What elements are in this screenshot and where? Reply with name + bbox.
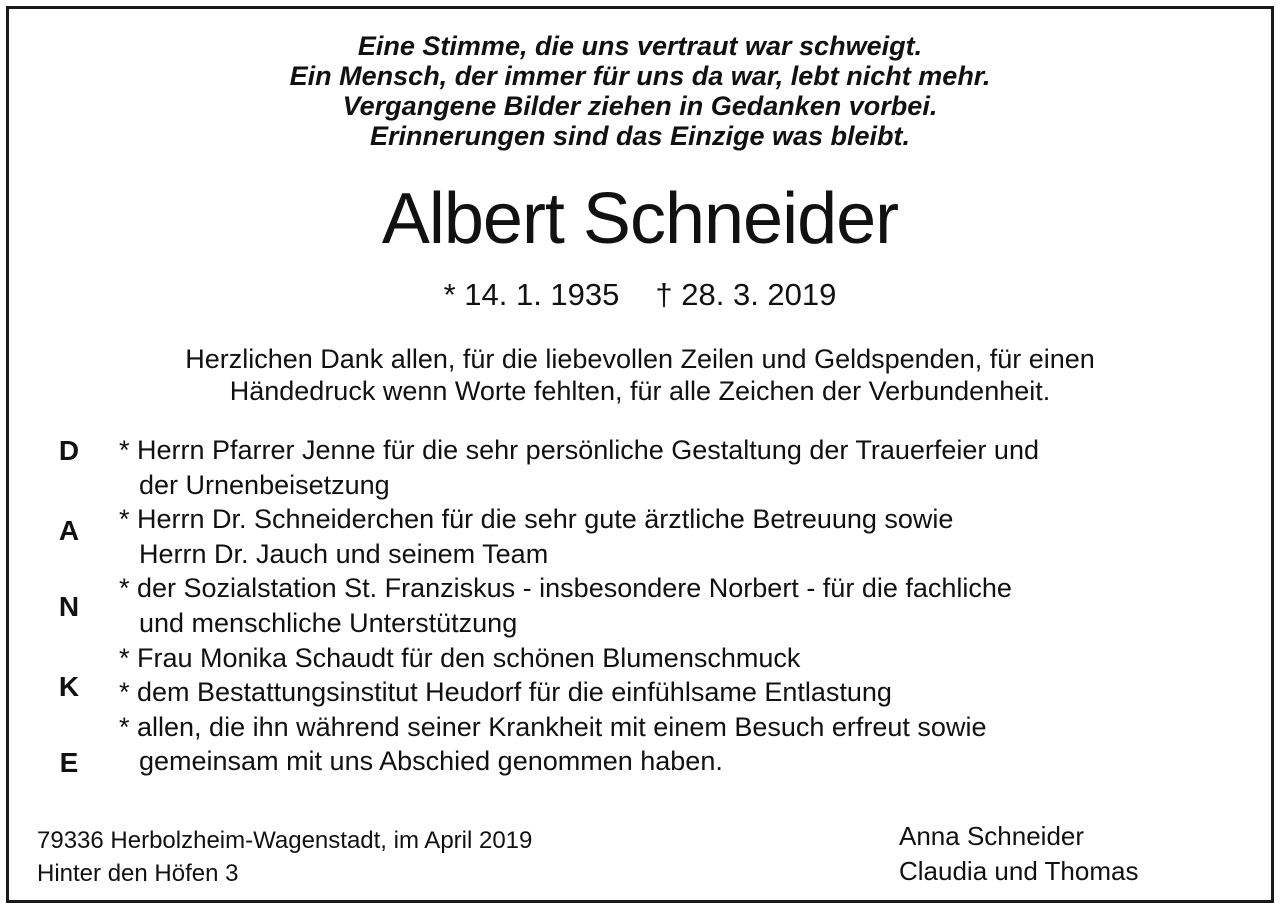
danke-letter: A xyxy=(58,515,80,546)
poem-line: Erinnerungen sind das Einzige was bleibt. xyxy=(369,121,911,151)
list-item: * Frau Monika Schaudt für den schönen Blumenschmuck xyxy=(119,642,801,673)
danke-letter: K xyxy=(58,671,80,702)
life-dates xyxy=(9,275,1271,315)
list-item-continuation: der Urnenbeisetzung xyxy=(139,469,390,500)
thanks-line: Händedruck wenn Worte fehlten, für alle Zeichen der Verbundenheit. xyxy=(229,376,1051,406)
death-date: † 28. 3. 2019 xyxy=(655,277,837,312)
list-item-continuation: Herrn Dr. Jauch und seinem Team xyxy=(139,538,549,569)
obituary-notice xyxy=(6,6,1274,903)
signature-line: Claudia und Thomas xyxy=(899,856,1139,886)
danke-letter: E xyxy=(59,747,79,778)
list-item: * Herrn Dr. Schneiderchen für die sehr gute ärztliche Betreuung sowie xyxy=(119,504,954,535)
list-item: * dem Bestattungsinstitut Heudorf für die einfühlsame Entlastung xyxy=(119,677,892,708)
list-item: * Herrn Pfarrer Jenne für die sehr persönliche Gestaltung der Trauerfeier und xyxy=(119,435,1039,465)
thanks-paragraph xyxy=(9,343,1271,407)
danke-letter: D xyxy=(58,435,80,466)
birth-date: * 14. 1. 1935 xyxy=(443,277,620,312)
thanks-line: Herzlichen Dank allen, für die liebevollen Zeilen und Geldspenden, für einen xyxy=(185,344,1095,374)
poem-line: Vergangene Bilder ziehen in Gedanken vorbei. xyxy=(342,91,938,121)
poem-line: Eine Stimme, die uns vertraut war schweigt. xyxy=(357,31,923,61)
address-line: 79336 Herbolzheim-Wagenstadt, im April 2019 xyxy=(37,827,533,854)
address-block xyxy=(37,824,532,890)
list-item-continuation: gemeinsam mit uns Abschied genommen haben. xyxy=(139,746,723,777)
signature-block xyxy=(899,819,1138,889)
thanks-list xyxy=(119,433,1039,779)
poem-line: Ein Mensch, der immer für uns da war, lebt nicht mehr. xyxy=(289,61,991,91)
poem xyxy=(9,31,1271,151)
deceased-name: Albert Schneider xyxy=(381,179,899,259)
danke-letter: N xyxy=(58,591,80,622)
list-item: * der Sozialstation St. Franziskus - insbesondere Norbert - für die fachliche xyxy=(119,573,1012,604)
list-item: * allen, die ihn während seiner Krankheit mit einem Besuch erfreut sowie xyxy=(119,711,987,742)
address-line: Hinter den Höfen 3 xyxy=(37,860,239,887)
signature-line: Anna Schneider xyxy=(899,821,1085,851)
list-item-continuation: und menschliche Unterstützung xyxy=(139,607,518,638)
